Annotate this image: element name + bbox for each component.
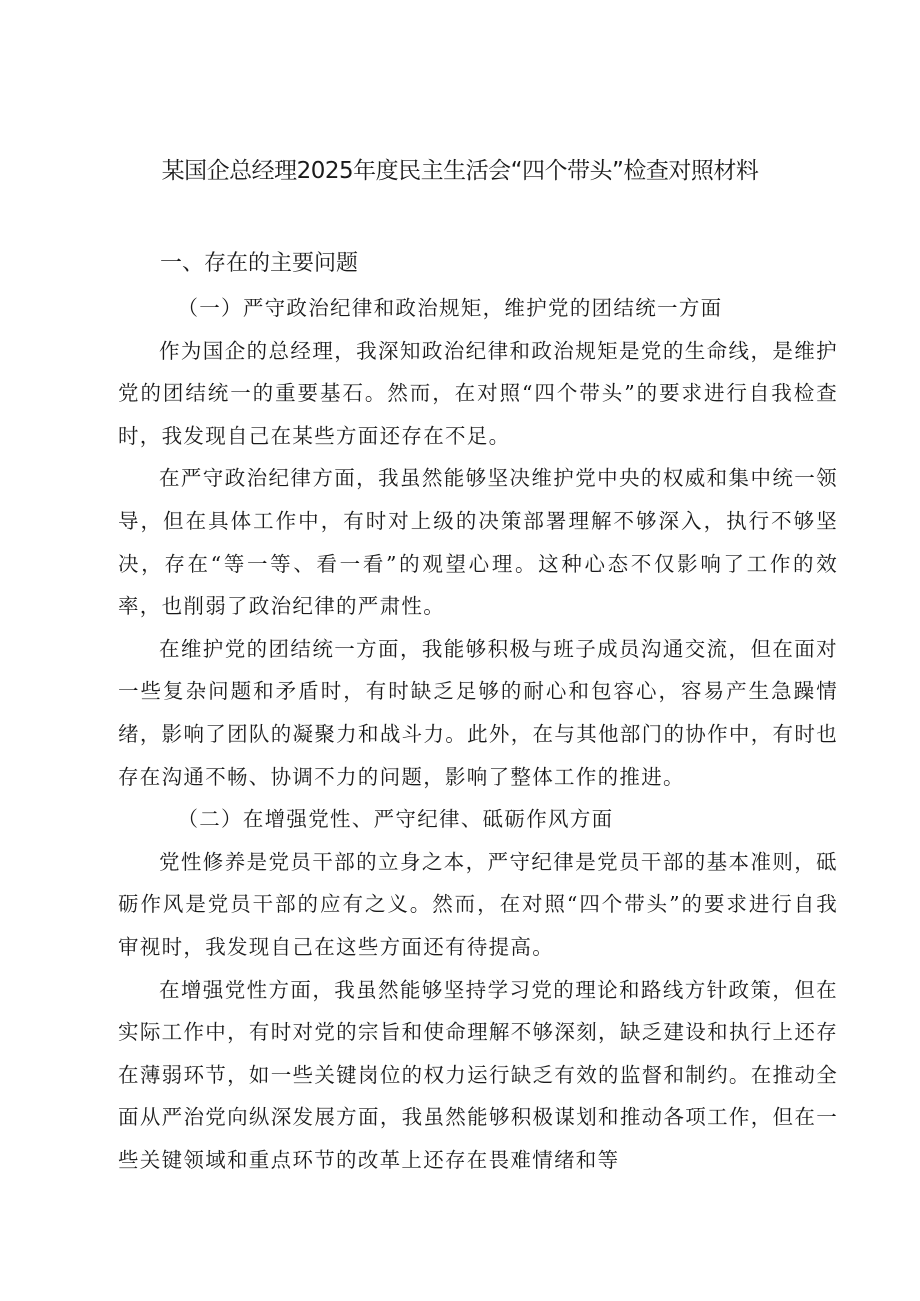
paragraph: 在增强党性方面，我虽然能够坚持学习党的理论和路线方针政策，但在实际工作中，有时对党的宗旨和使命理解不够深刻，缺乏建设和执行上还存在薄弱环节，如一些关键岗位的权力运行缺乏有效的监督和制约。在推动全面从严治党向纵深发展方面，我虽然能够积极谋划和推动各项工作，但在一些关键领域和重点环节的改革上还存在畏难情绪和等	[118, 977, 838, 1172]
subsection-heading-political-discipline: （一）严守政治纪律和政治规矩，维护党的团结统一方面	[177, 296, 723, 320]
section-heading-main-problems: 一、存在的主要问题	[160, 251, 359, 276]
subsection-heading-party-spirit: （二）在增强党性、严守纪律、砥砺作风方面	[177, 807, 614, 832]
paragraph: 党性修养是党员干部的立身之本，严守纪律是党员干部的基本准则，砥砺作风是党员干部的应有之义。然而，在对照“四个带头”的要求进行自我审视时，我发现自己在这些方面还有待提高。	[118, 849, 838, 959]
paragraph: 作为国企的总经理，我深知政治纪律和政治规矩是党的生命线，是维护党的团结统一的重要基石。然而，在对照“四个带头”的要求进行自我检查时，我发现自己在某些方面还存在不足。	[118, 338, 838, 448]
paragraph: 在维护党的团结统一方面，我能够积极与班子成员沟通交流，但在面对一些复杂问题和矛盾时，有时缺乏足够的耐心和包容心，容易产生急躁情绪，影响了团队的凝聚力和战斗力。此外，在与其他部门的协作中，有时也存在沟通不畅、协调不力的问题，影响了整体工作的推进。	[118, 636, 838, 789]
paragraph: 在严守政治纪律方面，我虽然能够坚决维护党中央的权威和集中统一领导，但在具体工作中，有时对上级的决策部署理解不够深入，执行不够坚决，存在“等一等、看一看”的观望心理。这种心态不仅影响了工作的效率，也削弱了政治纪律的严肃性。	[118, 466, 838, 619]
document-body	[118, 287, 838, 1181]
document-title: 某国企总经理2025年度民主生活会“四个带头”检查对照材料	[161, 158, 759, 184]
